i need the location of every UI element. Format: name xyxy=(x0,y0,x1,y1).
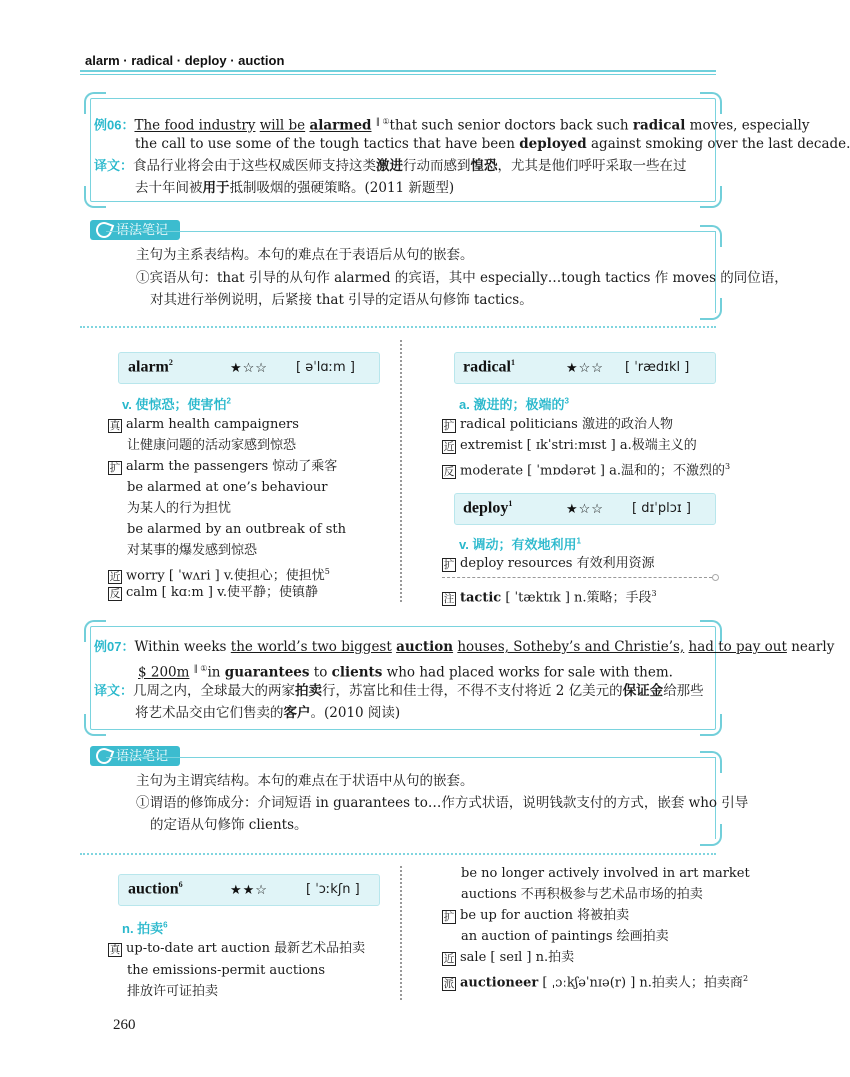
grammar-1-line2: ①宾语从句：that 引导的从句作 alarmed 的宾语，其中 especially…tough tactics 作 moves 的同位语， xyxy=(136,270,788,286)
headword-deploy: deploy$^1$ xyxy=(463,499,513,517)
entry-extend: 扩 radical politicians 激进的政治人物 xyxy=(443,417,673,432)
entry-synonym: 近 worry [ ˈwʌri ] v.使担心；使担忧$^5$ xyxy=(109,567,330,584)
headword-alarm: alarm$^2$ xyxy=(128,358,173,376)
entry-extend: 扩 be up for auction 将被拍卖 xyxy=(443,908,630,923)
example-06-zh-line1: 译文：食品行业将会由于这些权威医师支持这类激进行动而感到惶恐，尤其是他们呼吁采取一些在过 xyxy=(94,158,687,174)
entry-note: 注 tactic [ ˈtæktɪk ] n.策略；手段$^3$ xyxy=(443,589,657,606)
part-of-speech: a. 激进的；极端的$^3$ xyxy=(459,396,569,412)
running-header: alarm · radical · deploy · auction xyxy=(85,53,285,68)
phonetic: [ əˈlɑːm ] xyxy=(296,360,355,375)
column-divider xyxy=(400,866,402,1000)
entry-translation: 为某人的行为担忧 xyxy=(127,501,232,516)
entry-translation: 对某事的爆发感到惊恐 xyxy=(127,543,258,558)
section-divider xyxy=(80,326,716,328)
page-number: 260 xyxy=(113,1017,136,1033)
entry-real: 真 up-to-date art auction 最新艺术品拍卖 xyxy=(109,941,366,956)
note-rule xyxy=(442,577,712,578)
grammar-2-line1: 主句为主谓宾结构。本句的难点在于状语中从句的嵌套。 xyxy=(136,773,474,789)
frequency-stars: ★☆☆ xyxy=(230,361,268,376)
entry-extend: an auction of paintings 绘画拍卖 xyxy=(461,929,669,944)
part-of-speech: n. 拍卖$^6$ xyxy=(122,920,168,936)
example-06-en-line1: 例06：The food industry will be alarmed ‖ ①that such senior doctors back such radical moves, especially xyxy=(94,117,810,134)
entry-synonym: 近 extremist [ ɪkˈstriːmɪst ] a.极端主义的 xyxy=(443,438,697,453)
entry-extend: be alarmed at one’s behaviour xyxy=(127,480,328,495)
frequency-stars: ★☆☆ xyxy=(566,502,604,517)
entry-extend: be alarmed by an outbreak of sth xyxy=(127,522,347,537)
entry-derivative: 派 auctioneer [ ˌɔːkʃəˈnɪə(r) ] n.拍卖人；拍卖商$^2$ xyxy=(443,974,749,991)
phonetic: [ ˈrædɪkl ] xyxy=(625,360,690,375)
entry-synonym: 近 sale [ seɪl ] n.拍卖 xyxy=(443,950,575,965)
frequency-stars: ★★☆ xyxy=(230,883,268,898)
entry-real: the emissions-permit auctions xyxy=(127,963,326,978)
example-06-en-line2: the call to use some of the tough tactics that have been deployed against smoking over the last decade. xyxy=(135,136,850,152)
example-07-en-line2: $ 200m ‖ ①in guarantees to clients who had placed works for sale with them. xyxy=(138,664,673,681)
entry-extend: 扩 deploy resources 有效利用资源 xyxy=(443,556,655,571)
example-06-zh-line2: 去十年间被用于抵制吸烟的强硬策略。(2011 新题型) xyxy=(135,180,455,196)
section-divider xyxy=(80,853,716,855)
entry-extend: 扩 alarm the passengers 惊动了乘客 xyxy=(109,459,338,474)
headword-auction: auction$^6$ xyxy=(128,880,183,898)
entry-translation: auctions 不再积极参与艺术品市场的拍卖 xyxy=(461,887,703,902)
frequency-stars: ★☆☆ xyxy=(566,361,604,376)
entry-real-continued: be no longer actively involved in art market xyxy=(461,866,750,881)
part-of-speech: v. 使惊恐；使害怕$^2$ xyxy=(122,396,231,412)
grammar-1-line3: 对其进行举例说明，后紧接 that 引导的定语从句修饰 tactics。 xyxy=(150,292,533,308)
entry-translation: 让健康问题的活动家感到惊恐 xyxy=(127,438,297,453)
example-07-en-line1: 例07：Within weeks the world’s two biggest auction houses, Sotheby’s and Christie’s, had to pay out nearly xyxy=(94,639,835,655)
column-divider xyxy=(400,340,402,602)
entry-antonym: 反 calm [ kɑːm ] v.使平静；使镇静 xyxy=(109,585,319,600)
phonetic: [ ˈɔːkʃn ] xyxy=(306,882,360,897)
grammar-2-line2: ①谓语的修饰成分：介词短语 in guarantees to…作方式状语，说明钱款支付的方式，嵌套 who 引导 xyxy=(136,795,749,811)
grammar-note-tag: 语法笔记 xyxy=(90,746,180,766)
entry-antonym: 反 moderate [ ˈmɒdərət ] a.温和的；不激烈的$^3$ xyxy=(443,462,731,479)
example-07-zh-line2: 将艺术品交由它们售卖的客户。(2010 阅读) xyxy=(135,705,401,721)
phonetic: [ dɪˈplɔɪ ] xyxy=(632,501,691,516)
grammar-2-line3: 的定语从句修饰 clients。 xyxy=(150,817,308,833)
header-rule xyxy=(80,70,716,72)
headword-radical: radical$^1$ xyxy=(463,358,515,376)
grammar-1-line1: 主句为主系表结构。本句的难点在于表语后从句的嵌套。 xyxy=(136,247,474,263)
note-dot xyxy=(712,574,719,581)
entry-translation: 排放许可证拍卖 xyxy=(127,984,219,999)
part-of-speech: v. 调动；有效地利用$^1$ xyxy=(459,536,581,552)
example-07-zh-line1: 译文：几周之内，全球最大的两家拍卖行，苏富比和佳士得，不得不支付将近 2 亿美元的保证金给那些 xyxy=(94,683,704,699)
grammar-note-tag: 语法笔记 xyxy=(90,220,180,240)
header-rule-thin xyxy=(80,74,716,75)
entry-real: 真 alarm health campaigners xyxy=(109,417,299,432)
